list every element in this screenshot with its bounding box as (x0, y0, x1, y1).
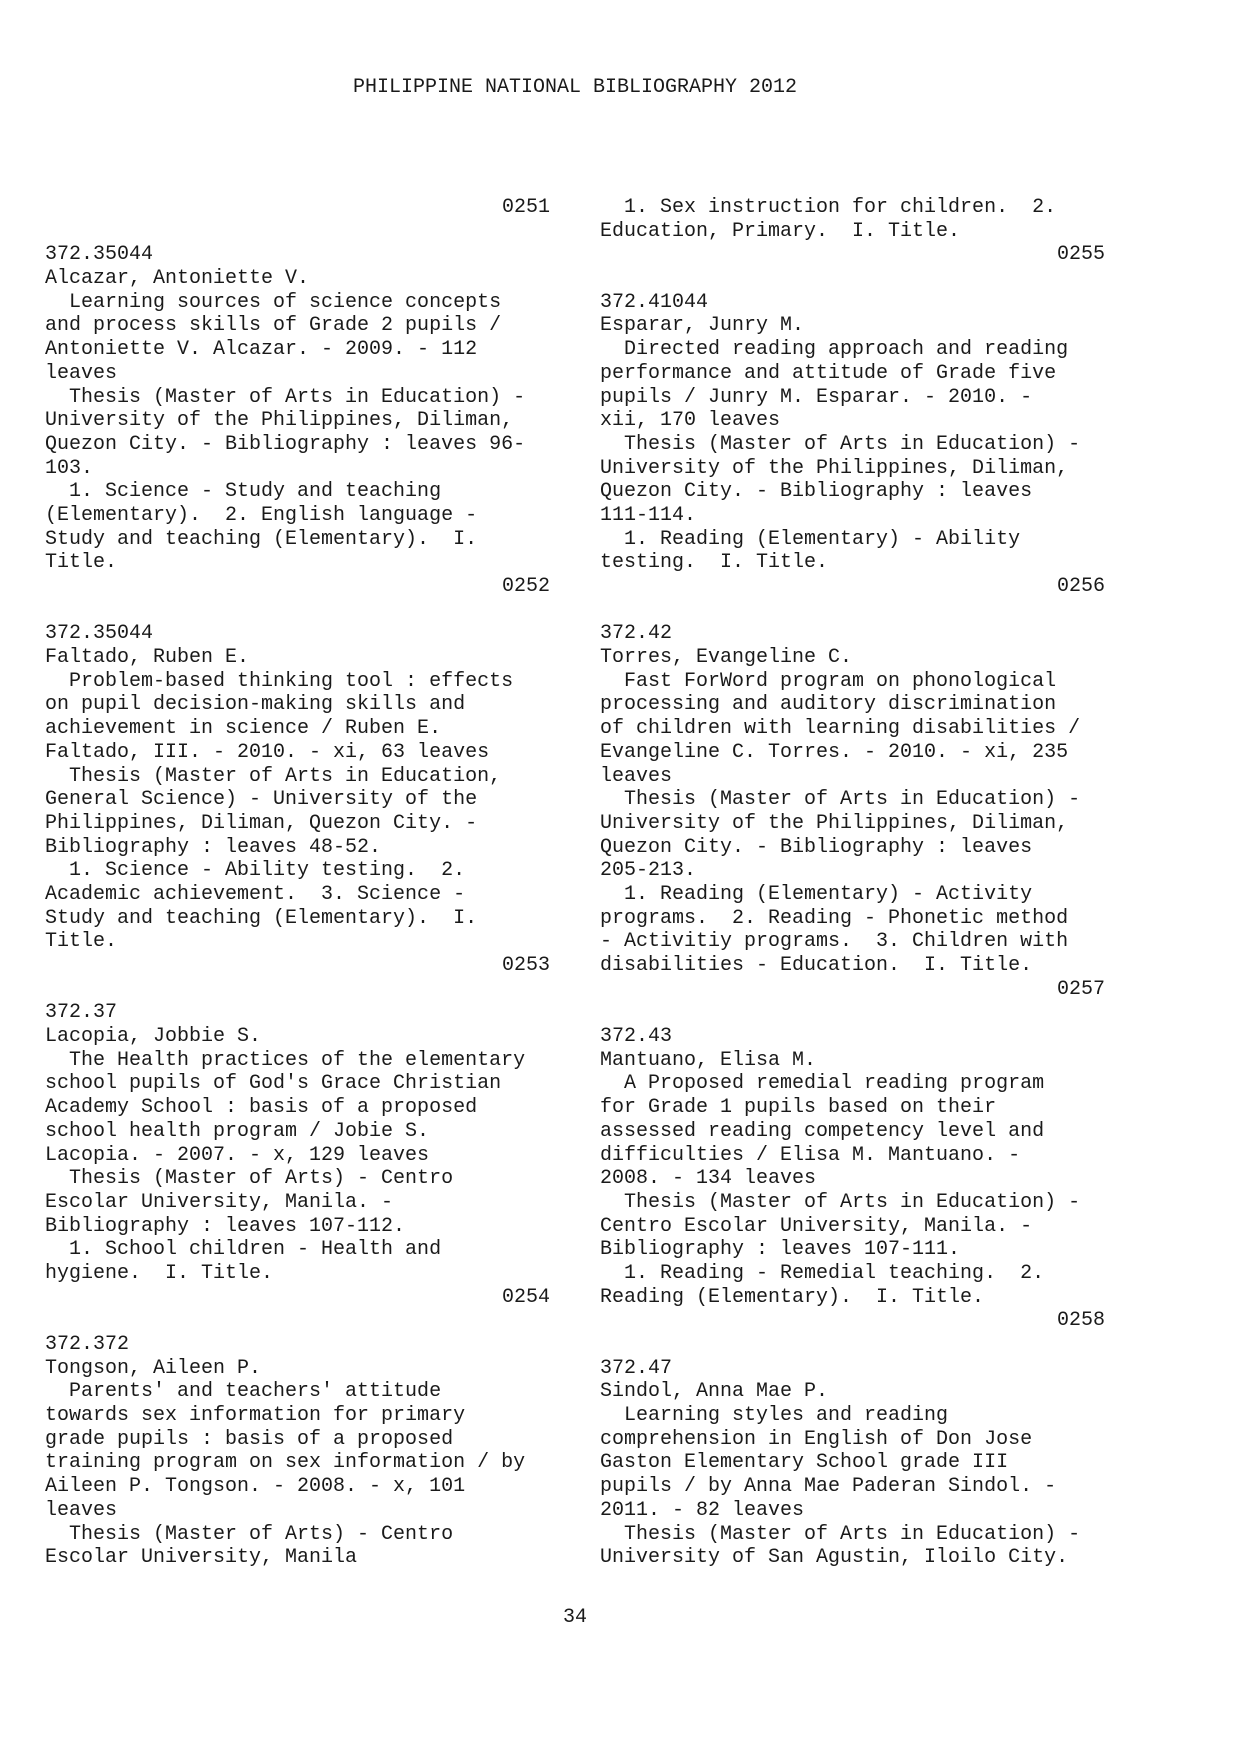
text-line: 2011. - 82 leaves (600, 1498, 805, 1522)
text-line (45, 978, 550, 1002)
text-line: hygiene. I. Title. (45, 1261, 274, 1285)
text-line: Quezon City. - Bibliography : leaves (600, 480, 1033, 504)
text-line: towards sex information for primary (45, 1404, 466, 1428)
text-line: 1. Reading (Elementary) - Activity (600, 882, 1033, 906)
text-line: 1. Reading - Remedial teaching. 2. (600, 1261, 1045, 1285)
text-line: xii, 170 leaves (600, 409, 781, 433)
text-line: Thesis (Master of Arts) - Centro (45, 1522, 454, 1546)
text-line: difficulties / Elisa M. Mantuano. - (600, 1143, 1021, 1167)
text-line: 111-114. (600, 503, 697, 527)
text-line (600, 1333, 1105, 1357)
left-column (45, 196, 550, 1570)
text-line: pupils / by Anna Mae Paderan Sindol. - (600, 1475, 1057, 1499)
text-line (45, 220, 550, 244)
text-line: Quezon City. - Bibliography : leaves (600, 835, 1033, 859)
text-line (45, 599, 550, 623)
text-line: Academic achievement. 3. Science - (45, 882, 466, 906)
text-line: for Grade 1 pupils based on their (600, 1096, 997, 1120)
text-line: Study and teaching (Elementary). I. (45, 527, 478, 551)
text-line: Learning sources of science concepts (45, 290, 502, 314)
text-line: Bibliography : leaves 107-112. (45, 1214, 406, 1238)
text-line: Mantuano, Elisa M. (600, 1048, 817, 1072)
right-column (600, 196, 1105, 1570)
entry-number: 0253 (501, 954, 550, 977)
text-line: and process skills of Grade 2 pupils / (45, 314, 502, 338)
text-line: pupils / Junry M. Esparar. - 2010. - (600, 385, 1033, 409)
page-header: PHILIPPINE NATIONAL BIBLIOGRAPHY 2012 (352, 76, 798, 99)
text-line: of children with learning disabilities / (600, 717, 1081, 741)
text-line: 372.35044 (45, 622, 154, 646)
text-line: processing and auditory discrimination (600, 693, 1057, 717)
text-line: Sindol, Anna Mae P. (600, 1380, 829, 1404)
text-line: Escolar University, Manila. - (45, 1190, 394, 1214)
text-line: Thesis (Master of Arts) - Centro (45, 1167, 454, 1191)
text-line: school health program / Jobie S. (45, 1119, 430, 1143)
text-line: The Health practices of the elementary (45, 1048, 526, 1072)
text-line: Reading (Elementary). I. Title. (600, 1285, 985, 1309)
text-line: leaves (45, 361, 118, 385)
text-line: Philippines, Diliman, Quezon City. - (45, 811, 478, 835)
text-line: testing. I. Title. (600, 551, 829, 575)
text-line: 372.43 (600, 1025, 673, 1049)
text-line: University of the Philippines, Diliman, (45, 409, 514, 433)
text-line: Gaston Elementary School grade III (600, 1451, 1009, 1475)
text-line: 372.35044 (45, 243, 154, 267)
entry-number: 0252 (501, 575, 550, 598)
text-line: A Proposed remedial reading program (600, 1072, 1045, 1096)
text-line: Alcazar, Antoniette V. (45, 267, 310, 291)
text-line: grade pupils : basis of a proposed (45, 1427, 454, 1451)
text-line: Thesis (Master of Arts in Education) - (600, 788, 1081, 812)
text-line: Antoniette V. Alcazar. - 2009. - 112 (45, 338, 478, 362)
text-line: Thesis (Master of Arts in Education) - (45, 385, 526, 409)
text-line: Quezon City. - Bibliography : leaves 96- (45, 432, 526, 456)
entry-number: 0254 (501, 1285, 550, 1309)
text-line: 1. Science - Study and teaching (45, 480, 442, 504)
text-line (600, 599, 1105, 623)
text-line: leaves (600, 764, 673, 788)
text-line: Thesis (Master of Arts in Education, (45, 764, 502, 788)
text-line: Faltado, III. - 2010. - xi, 63 leaves (45, 740, 490, 764)
text-line: University of the Philippines, Diliman, (600, 811, 1069, 835)
text-line: General Science) - University of the (45, 788, 478, 812)
text-line: programs. 2. Reading - Phonetic method (600, 906, 1069, 930)
text-line: Study and teaching (Elementary). I. (45, 906, 478, 930)
text-line: Directed reading approach and reading (600, 338, 1069, 362)
text-line: 1. Sex instruction for children. 2. (600, 196, 1057, 219)
text-line: 205-213. (600, 859, 697, 883)
text-line: 372.47 (600, 1356, 673, 1380)
text-line: 2008. - 134 leaves (600, 1167, 817, 1191)
text-line: Faltado, Ruben E. (45, 646, 250, 670)
text-line (45, 1309, 550, 1333)
text-line (600, 267, 1105, 291)
text-line: - Activitiy programs. 3. Children with (600, 930, 1069, 954)
text-line: 1. School children - Health and (45, 1238, 442, 1262)
text-line: 372.41044 (600, 290, 709, 314)
text-line: on pupil decision-making skills and (45, 693, 466, 717)
text-line (600, 1001, 1105, 1025)
text-line: University of the Philippines, Diliman, (600, 456, 1069, 480)
text-line: Fast ForWord program on phonological (600, 669, 1057, 693)
text-line: assessed reading competency level and (600, 1119, 1045, 1143)
text-line: (Elementary). 2. English language - (45, 503, 478, 527)
text-line: achievement in science / Ruben E. (45, 717, 442, 741)
text-line: Evangeline C. Torres. - 2010. - xi, 235 (600, 740, 1069, 764)
text-line: University of San Agustin, Iloilo City. (600, 1546, 1069, 1570)
text-line: 372.42 (600, 622, 673, 646)
entry-number: 0256 (1056, 575, 1105, 598)
text-line: Thesis (Master of Arts in Education) - (600, 1190, 1081, 1214)
entry-number: 0257 (1056, 977, 1105, 1001)
text-line: Aileen P. Tongson. - 2008. - x, 101 (45, 1475, 466, 1499)
page-number: 34 (562, 1606, 587, 1629)
text-line: Tongson, Aileen P. (45, 1356, 262, 1380)
text-line: 372.372 (45, 1333, 130, 1356)
text-line: Title. (45, 930, 118, 954)
text-line: comprehension in English of Don Jose (600, 1427, 1033, 1451)
text-line: Torres, Evangeline C. (600, 646, 853, 670)
text-line: 372.37 (45, 1001, 118, 1025)
text-line: school pupils of God's Grace Christian (45, 1072, 502, 1096)
text-line: Parents' and teachers' attitude (45, 1380, 442, 1404)
text-line: Esparar, Junry M. (600, 314, 805, 338)
text-line: Thesis (Master of Arts in Education) - (600, 432, 1081, 456)
text-line: Education, Primary. I. Title. (600, 219, 961, 243)
text-line: Learning styles and reading (600, 1404, 949, 1428)
text-line: Bibliography : leaves 48-52. (45, 835, 382, 859)
entry-number: 0255 (1056, 243, 1105, 267)
text-line: leaves (45, 1498, 118, 1522)
text-line: Escolar University, Manila (45, 1546, 358, 1570)
entry-number: 0251 (501, 196, 550, 219)
text-line: Academy School : basis of a proposed (45, 1096, 478, 1120)
text-line: training program on sex information / by (45, 1451, 526, 1475)
text-line: Lacopia. - 2007. - x, 129 leaves (45, 1143, 430, 1167)
text-line: 1. Science - Ability testing. 2. (45, 859, 466, 883)
text-line: performance and attitude of Grade five (600, 361, 1057, 385)
text-line: disabilities - Education. I. Title. (600, 954, 1033, 977)
text-line: 103. (45, 456, 94, 480)
text-line: 1. Reading (Elementary) - Ability (600, 527, 1021, 551)
text-line: Thesis (Master of Arts in Education) - (600, 1522, 1081, 1546)
text-line: Problem-based thinking tool : effects (45, 669, 514, 693)
text-line: Lacopia, Jobbie S. (45, 1025, 262, 1049)
entry-number: 0258 (1056, 1309, 1105, 1333)
text-line: Title. (45, 551, 118, 575)
text-line: Bibliography : leaves 107-111. (600, 1238, 961, 1262)
text-line: Centro Escolar University, Manila. - (600, 1214, 1033, 1238)
